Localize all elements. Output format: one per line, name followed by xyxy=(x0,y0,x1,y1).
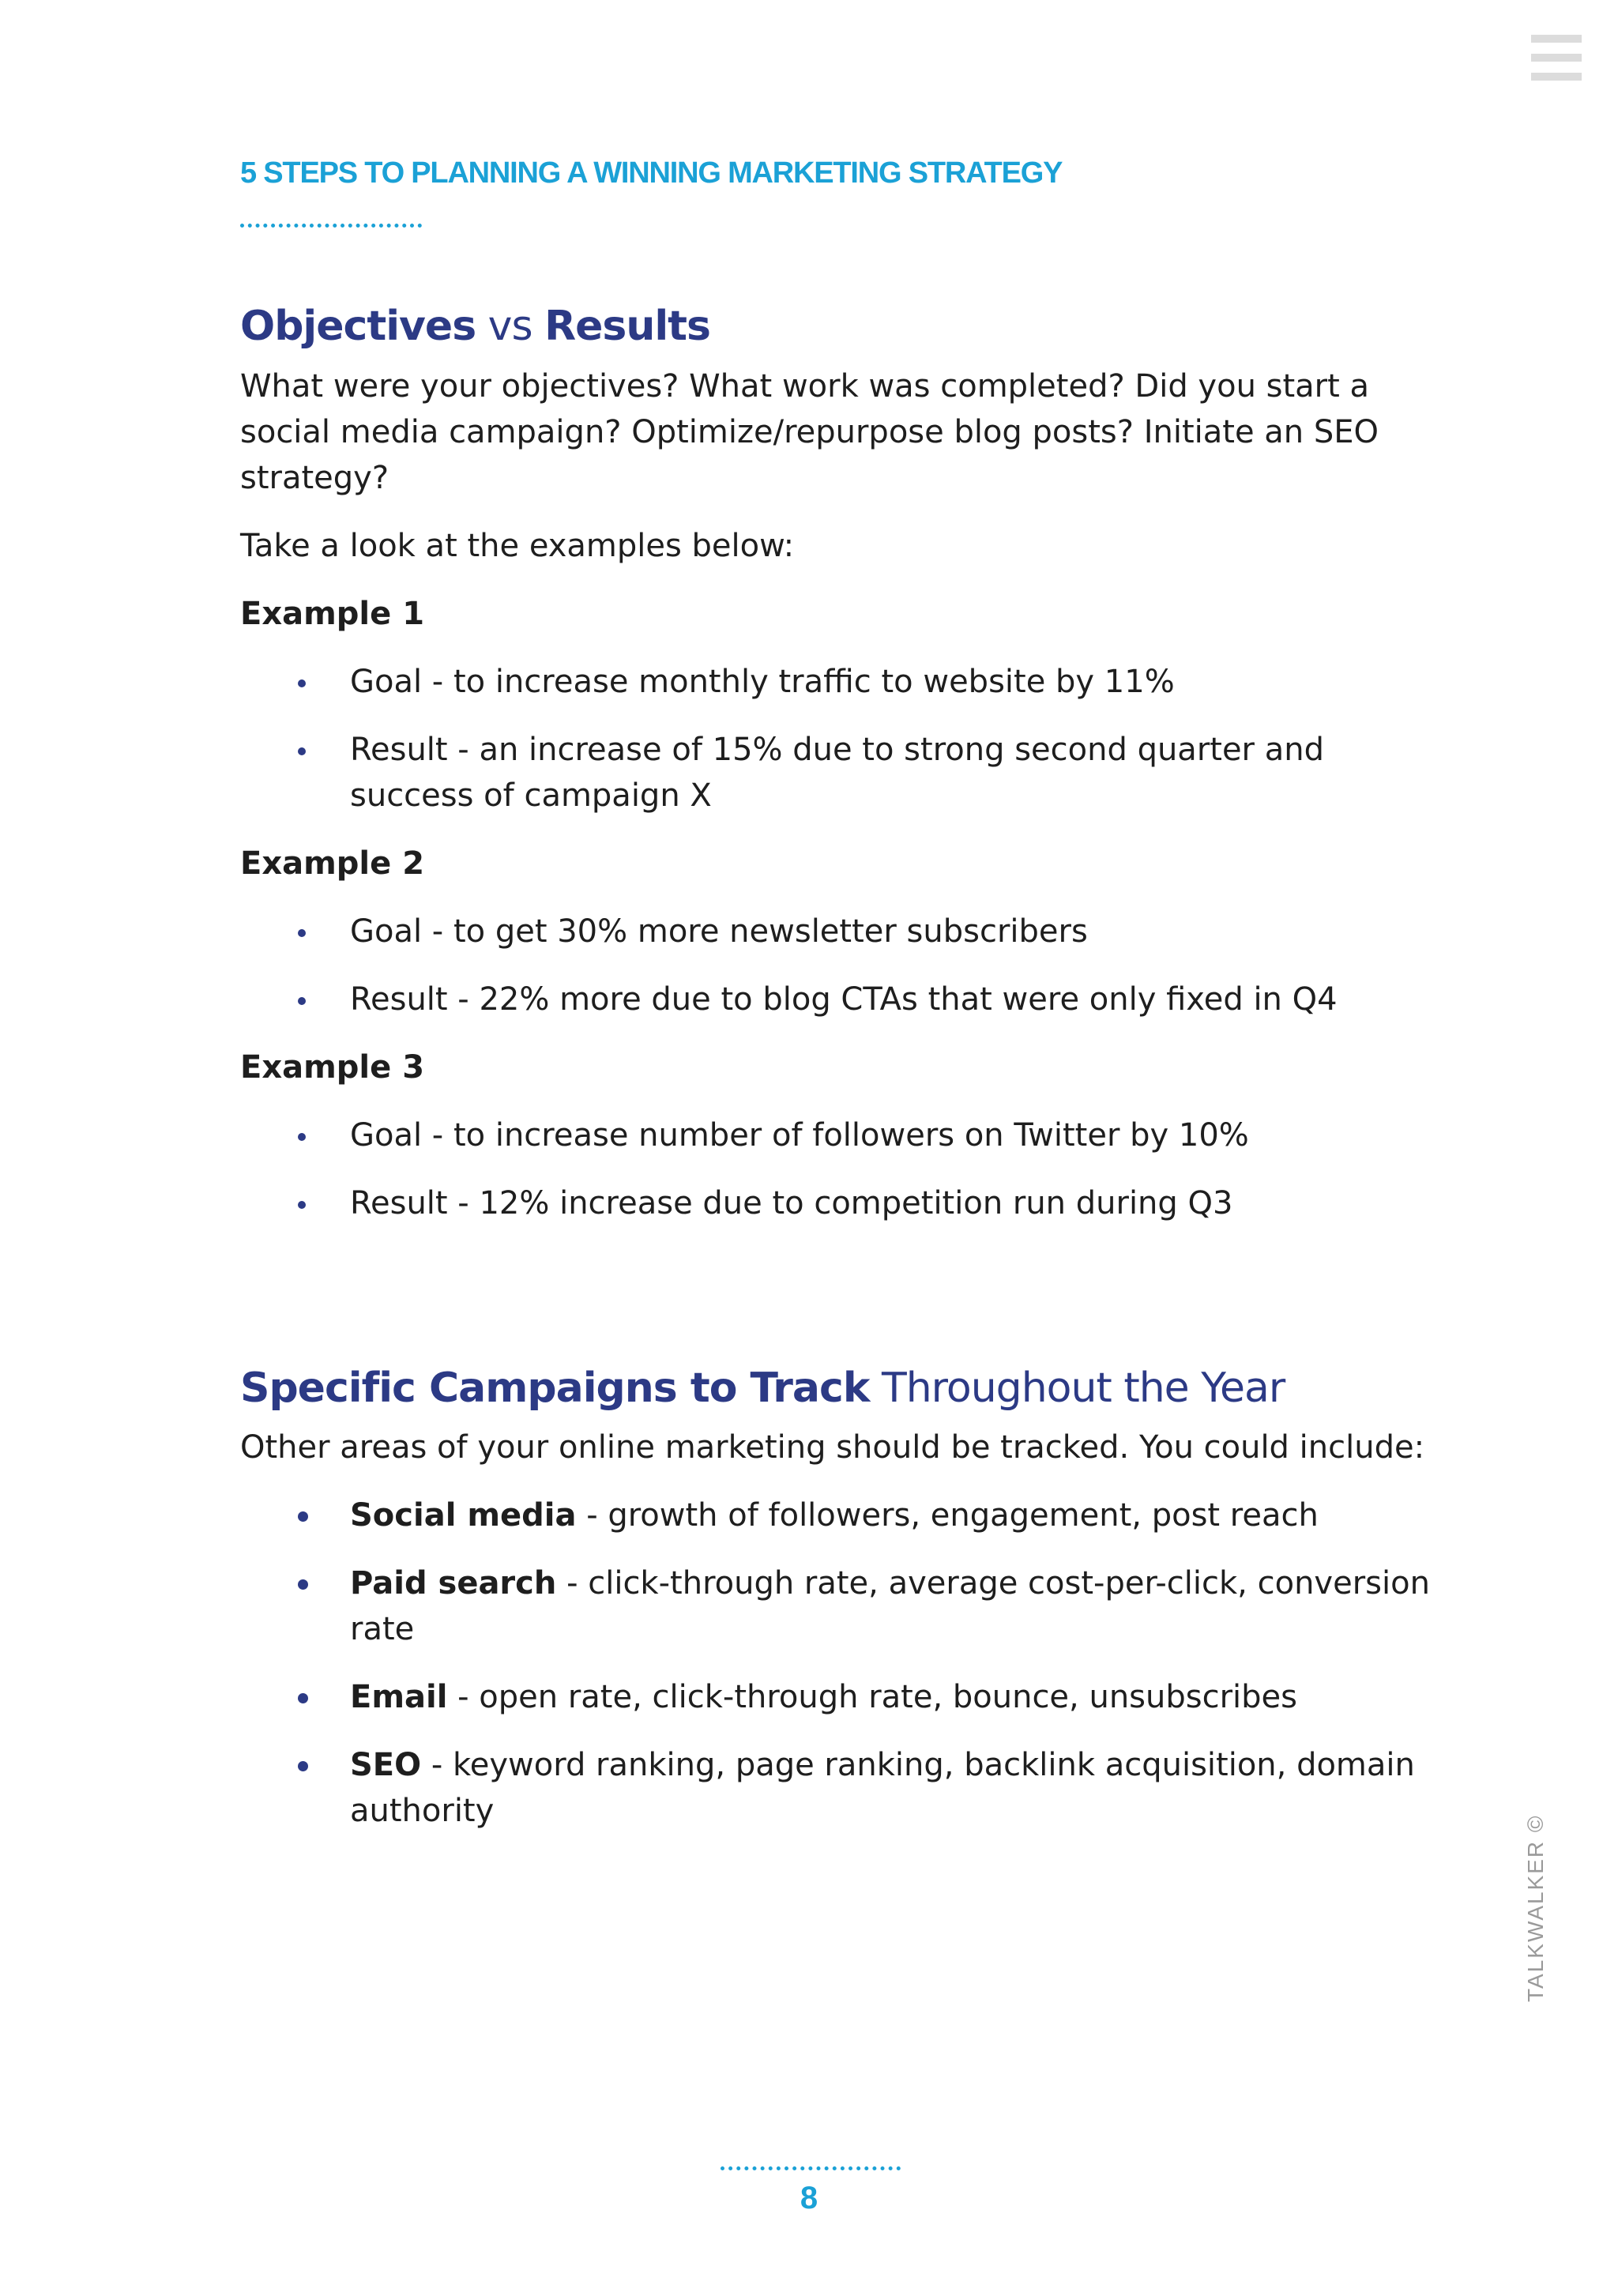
list-item: Result - an increase of 15% due to strong second quarter and success of campaign X xyxy=(240,727,1441,819)
campaign-label: Paid search xyxy=(350,1565,557,1602)
example-3-list xyxy=(240,1112,1441,1226)
list-item: Goal - to increase monthly traffic to website by 11% xyxy=(240,659,1441,705)
campaign-item-paid-search xyxy=(240,1560,1441,1652)
campaign-label: Social media xyxy=(350,1497,577,1534)
document-header-title: 5 STEPS TO PLANNING A WINNING MARKETING STRATEGY xyxy=(240,156,1063,190)
footer-dotted-divider xyxy=(721,2166,901,2170)
header-dotted-divider xyxy=(240,224,422,228)
page-number: 8 xyxy=(800,2181,818,2215)
campaigns-intro-paragraph: Other areas of your online marketing should be tracked. You could include: xyxy=(240,1429,1425,1466)
campaigns-list xyxy=(240,1492,1441,1834)
campaign-metrics: - open rate, click-through rate, bounce, unsubscribes xyxy=(447,1679,1297,1716)
campaign-item-seo xyxy=(240,1742,1441,1834)
examples-lead-in: Take a look at the examples below: xyxy=(240,527,795,564)
campaign-metrics: - keyword ranking, page ranking, backlink acquisition, domain authority xyxy=(350,1747,1415,1830)
list-item: Result - 22% more due to blog CTAs that were only fixed in Q4 xyxy=(240,977,1441,1022)
hamburger-menu-icon[interactable] xyxy=(1531,35,1582,81)
example-2-title: Example 2 xyxy=(240,845,425,882)
example-3-title: Example 3 xyxy=(240,1048,425,1086)
campaign-metrics: - growth of followers, engagement, post reach xyxy=(576,1497,1319,1534)
objectives-intro-paragraph: What were your objectives? What work was completed? Did you start a social media campaign? Optimize/repurpose blog posts? Initiate an SEO strategy? xyxy=(240,367,1379,496)
list-item: Result - 12% increase due to competition run during Q3 xyxy=(240,1180,1441,1226)
page-content xyxy=(240,300,1441,1834)
example-1-list xyxy=(240,659,1441,819)
list-item: Goal - to get 30% more newsletter subscribers xyxy=(240,909,1441,954)
campaign-item-social-media xyxy=(240,1492,1441,1538)
campaign-metrics: - click-through rate, average cost-per-click, conversion rate xyxy=(350,1565,1430,1648)
specific-campaigns-heading: Specific Campaigns to Track Throughout the Year xyxy=(240,1364,1285,1412)
example-2-list xyxy=(240,909,1441,1022)
objectives-vs-results-heading: Objectives vs Results xyxy=(240,303,710,350)
list-item: Goal - to increase number of followers on Twitter by 10% xyxy=(240,1112,1441,1158)
campaign-label: Email xyxy=(350,1679,448,1716)
talkwalker-watermark: TALKWALKER © xyxy=(1523,1814,1548,2002)
campaign-label: SEO xyxy=(350,1747,422,1784)
example-1-title: Example 1 xyxy=(240,595,425,632)
campaign-item-email xyxy=(240,1674,1441,1720)
